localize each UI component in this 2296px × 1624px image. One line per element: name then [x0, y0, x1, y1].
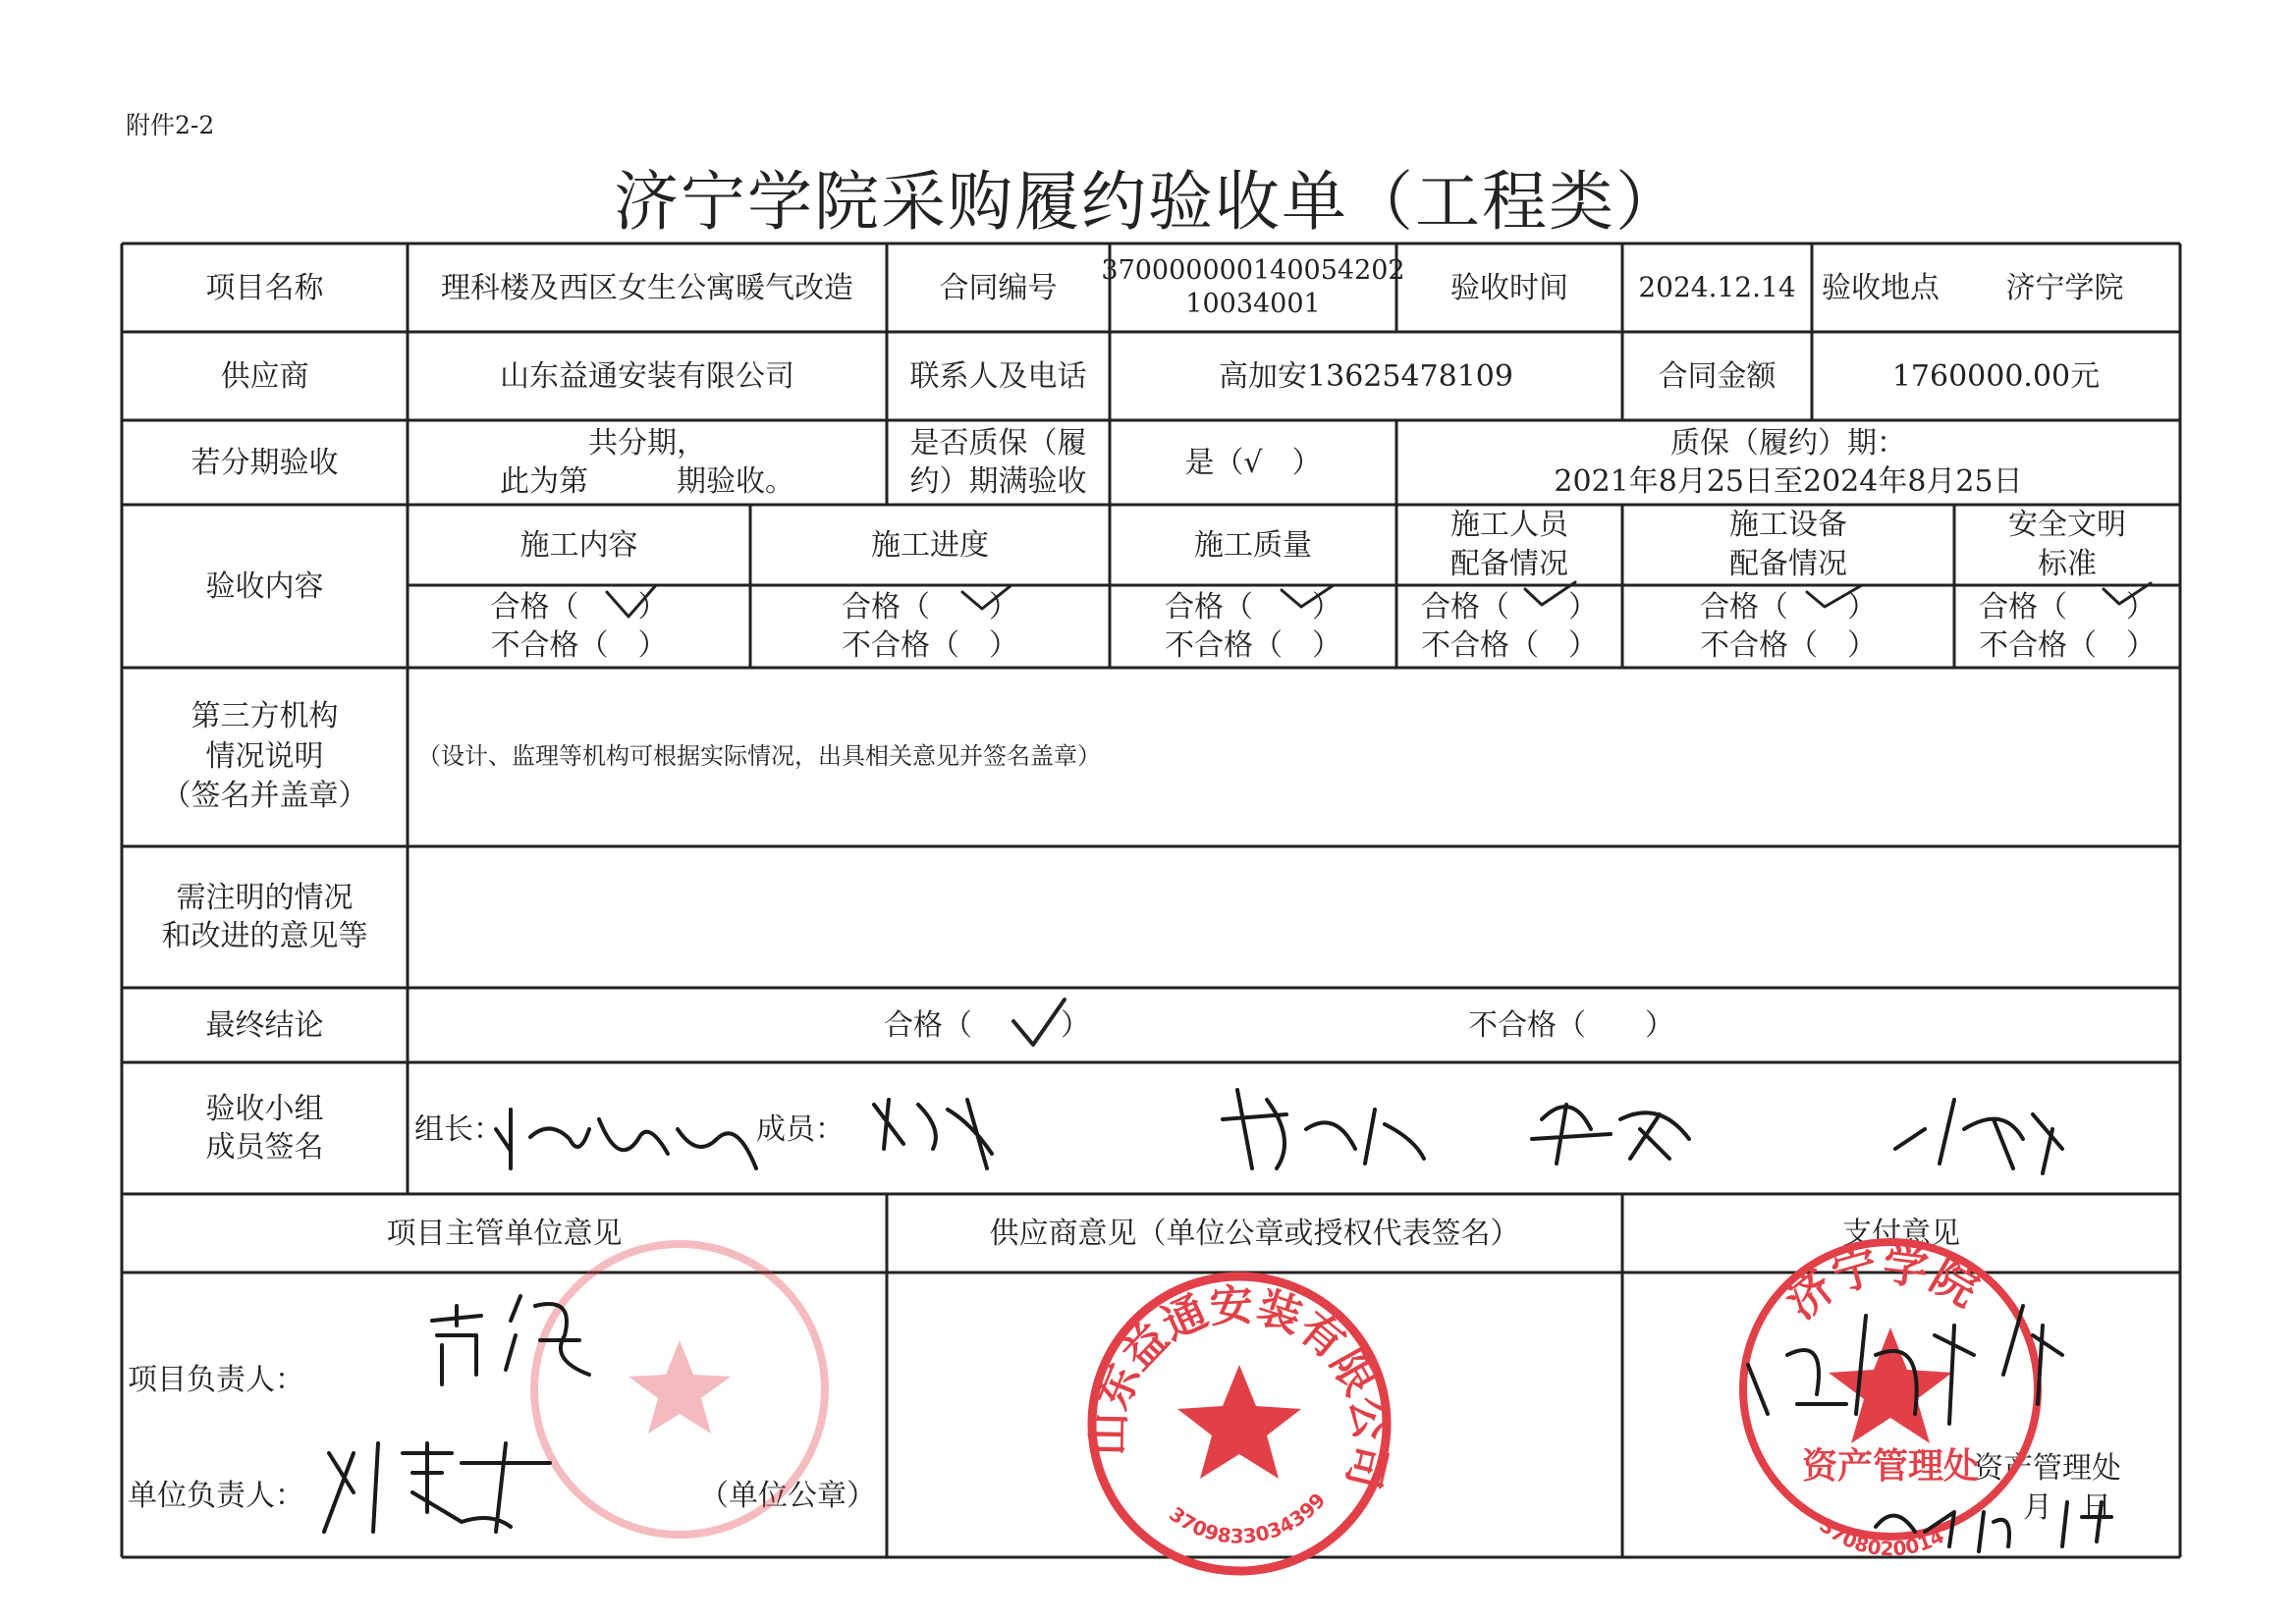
amount-value: 1760000.00元	[1891, 358, 2101, 394]
acceptance-item-line1: 施工设备	[1729, 507, 1847, 542]
check-mark	[962, 585, 1011, 609]
acceptance-item-line1: 施工进度	[871, 527, 989, 563]
location-value: 济宁学院	[2005, 270, 2124, 305]
acceptance-item-line2: 配备情况	[1729, 547, 1847, 581]
remarks-label-line2: 和改进的意见等	[161, 919, 368, 953]
pass-option: 合格（ ）	[1421, 590, 1598, 624]
phase-line1: 共分期，	[588, 426, 706, 460]
supplier-value: 山东益通安装有限公司	[500, 358, 794, 394]
third-party-label-line1: 第三方机构	[191, 699, 339, 734]
final-check-mark	[1013, 1000, 1065, 1045]
third-party-note: （设计、监理等机构可根据实际情况，出具相关意见并签名盖章）	[417, 742, 1101, 771]
third-party-label-line3: （签名并盖章）	[161, 779, 368, 814]
fail-option: 不合格（ ）	[1700, 628, 1877, 663]
pass-option: 合格（ ）	[1700, 590, 1877, 624]
warranty-question-line2: 约）期满验收	[909, 464, 1087, 499]
signers-label-line2: 成员签名	[205, 1130, 324, 1164]
signature-leader	[496, 1110, 756, 1168]
leader-label: 组长：	[414, 1111, 503, 1147]
fail-option: 不合格（ ）	[842, 628, 1018, 663]
phase-label: 若分期验收	[191, 445, 339, 480]
signature-unit-head	[324, 1443, 550, 1532]
pass-option: 合格（ ）	[842, 590, 1018, 624]
supplier-seal-text: 山东益通安装有限公司	[1083, 1279, 1396, 1493]
project-head-label: 项目负责人：	[128, 1362, 304, 1397]
school-seal-text: 济宁学院	[1775, 1237, 1988, 1329]
acceptance-time-value: 2024.12.14	[1638, 270, 1796, 303]
unit-seal-label: （单位公章）	[699, 1478, 876, 1513]
asset-seal	[1743, 1237, 2038, 1560]
contract-no-label: 合同编号	[939, 270, 1058, 305]
warranty-period-line2: 2021年8月25日至2024年8月25日	[1554, 464, 2023, 499]
signature-member-4	[1895, 1100, 2062, 1173]
warranty-answer: 是（√ ）	[1184, 445, 1322, 480]
asset-seal-code: 3708020014	[1815, 1513, 1948, 1561]
fail-option: 不合格（ ）	[1421, 628, 1598, 663]
school-seal	[534, 1244, 825, 1535]
check-mark	[1525, 582, 1575, 605]
form-title: 济宁学院采购履约验收单（工程类）	[614, 164, 1682, 240]
final-fail: 不合格（ ）	[1468, 1007, 1674, 1043]
signature-member-2	[1223, 1090, 1424, 1168]
amount-label: 合同金额	[1658, 358, 1777, 394]
final-conclusion-label: 最终结论	[205, 1007, 324, 1043]
remarks-label-line1: 需注明的情况	[176, 881, 354, 915]
member-label: 成员：	[756, 1111, 845, 1147]
warranty-period-line1: 质保（履约）期：	[1670, 426, 1906, 460]
fail-option: 不合格（ ）	[1979, 628, 2156, 663]
check-mark	[607, 585, 656, 617]
check-mark	[1807, 585, 1862, 607]
signature-member-3	[1532, 1105, 1689, 1164]
pass-option: 合格（ ）	[1979, 590, 2156, 624]
pass-option: 合格（ ）	[1165, 590, 1341, 624]
signers-label-line1: 验收小组	[205, 1092, 324, 1126]
location-label: 验收地点	[1822, 270, 1940, 305]
acceptance-item-line1: 安全文明	[2008, 507, 2126, 542]
check-mark	[2104, 583, 2151, 604]
contract-no-line2: 10034001	[1185, 289, 1321, 319]
asset-office-label: 资产管理处	[1974, 1450, 2121, 1486]
acceptance-time-label: 验收时间	[1450, 270, 1568, 305]
contact-value: 高加安13625478109	[1219, 358, 1513, 394]
acceptance-item-line2: 配备情况	[1450, 547, 1568, 581]
pass-option: 合格（ ）	[490, 590, 668, 624]
signature-project-head	[432, 1296, 589, 1384]
contract-no-line1: 370000000140054202	[1101, 255, 1405, 287]
check-mark	[1282, 585, 1334, 607]
final-pass: 合格（ ）	[884, 1007, 1090, 1043]
asset-seal-text: 资产管理处	[1802, 1446, 1980, 1487]
project-name-value: 理科楼及西区女生公寓暖气改造	[441, 270, 853, 305]
fail-option: 不合格（ ）	[1165, 628, 1341, 663]
date-month-day: 月 日	[2023, 1489, 2111, 1525]
warranty-question-line1: 是否质保（履	[909, 426, 1087, 460]
payment-opinion-header: 支付意见	[1842, 1216, 1960, 1251]
supplier-seal	[1084, 1276, 1396, 1571]
acceptance-item-line1: 施工人员	[1450, 507, 1568, 542]
acceptance-item-line2: 标准	[2038, 547, 2097, 581]
supplier-seal-code: 3709833034399	[1165, 1488, 1331, 1548]
phase-line2: 此为第 期验收。	[500, 464, 794, 499]
supplier-label: 供应商	[220, 358, 309, 394]
signature-member-1	[874, 1100, 992, 1168]
acceptance-item-line1: 施工质量	[1194, 527, 1312, 563]
third-party-label-line2: 情况说明	[205, 738, 324, 774]
attachment-label: 附件2-2	[126, 111, 215, 139]
fail-option: 不合格（ ）	[490, 628, 668, 663]
project-name-label: 项目名称	[205, 270, 324, 305]
supplier-opinion-header: 供应商意见（单位公章或授权代表签名）	[989, 1216, 1520, 1251]
dept-opinion-header: 项目主管单位意见	[386, 1216, 623, 1251]
unit-head-label: 单位负责人：	[128, 1478, 304, 1513]
acceptance-label: 验收内容	[205, 568, 324, 604]
acceptance-item-line1: 施工内容	[519, 527, 638, 563]
contact-label: 联系人及电话	[909, 358, 1087, 394]
